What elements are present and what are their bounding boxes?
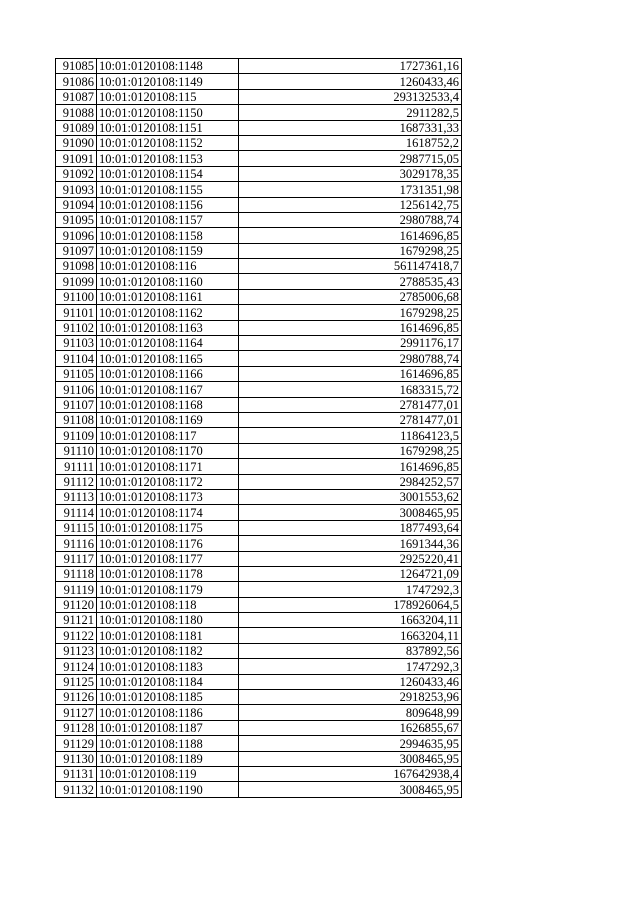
cadastral-number-cell: 10:01:0120108:1172 — [97, 474, 239, 489]
row-number-cell: 91087 — [56, 89, 97, 104]
row-number-cell: 91088 — [56, 105, 97, 120]
table-row — [56, 643, 462, 658]
cadastral-number-cell: 10:01:0120108:1186 — [97, 705, 239, 720]
table-row — [56, 751, 462, 766]
row-number-cell: 91119 — [56, 582, 97, 597]
row-number-cell: 91131 — [56, 766, 97, 781]
table-row — [56, 135, 462, 150]
value-cell: 3008465,95 — [239, 782, 462, 797]
table-row — [56, 628, 462, 643]
cadastral-number-cell: 10:01:0120108:1158 — [97, 228, 239, 243]
row-number-cell: 91103 — [56, 336, 97, 351]
value-cell: 1679298,25 — [239, 243, 462, 258]
value-cell: 1663204,11 — [239, 628, 462, 643]
row-number-cell: 91117 — [56, 551, 97, 566]
value-cell: 3001553,62 — [239, 489, 462, 504]
row-number-cell: 91102 — [56, 320, 97, 335]
cadastral-number-cell: 10:01:0120108:1164 — [97, 336, 239, 351]
table-row — [56, 120, 462, 135]
value-cell: 1683315,72 — [239, 382, 462, 397]
row-number-cell: 91112 — [56, 474, 97, 489]
row-number-cell: 91132 — [56, 782, 97, 797]
row-number-cell: 91123 — [56, 643, 97, 658]
cadastral-number-cell: 10:01:0120108:1150 — [97, 105, 239, 120]
value-cell: 1663204,11 — [239, 613, 462, 628]
cadastral-number-cell: 10:01:0120108:1153 — [97, 151, 239, 166]
value-cell: 2987715,05 — [239, 151, 462, 166]
row-number-cell: 91120 — [56, 597, 97, 612]
table-row — [56, 597, 462, 612]
cadastral-number-cell: 10:01:0120108:119 — [97, 766, 239, 781]
table-row — [56, 705, 462, 720]
value-cell: 1264721,09 — [239, 566, 462, 581]
value-cell: 1747292,3 — [239, 582, 462, 597]
row-number-cell: 91090 — [56, 135, 97, 150]
table-row — [56, 320, 462, 335]
row-number-cell: 91122 — [56, 628, 97, 643]
table-body — [56, 59, 462, 798]
value-cell: 2991176,17 — [239, 336, 462, 351]
cadastral-number-cell: 10:01:0120108:1148 — [97, 59, 239, 74]
row-number-cell: 91100 — [56, 289, 97, 304]
value-cell: 3029178,35 — [239, 166, 462, 181]
cadastral-number-cell: 10:01:0120108:1154 — [97, 166, 239, 181]
cadastral-number-cell: 10:01:0120108:1179 — [97, 582, 239, 597]
row-number-cell: 91106 — [56, 382, 97, 397]
value-cell: 3008465,95 — [239, 505, 462, 520]
table-row — [56, 305, 462, 320]
table-row — [56, 766, 462, 781]
cadastral-number-cell: 10:01:0120108:1177 — [97, 551, 239, 566]
row-number-cell: 91129 — [56, 736, 97, 751]
cadastral-number-cell: 10:01:0120108:1170 — [97, 443, 239, 458]
value-cell: 2980788,74 — [239, 351, 462, 366]
cadastral-number-cell: 10:01:0120108:1175 — [97, 520, 239, 535]
value-cell: 561147418,7 — [239, 259, 462, 274]
table-row — [56, 228, 462, 243]
value-cell: 2911282,5 — [239, 105, 462, 120]
cadastral-number-cell: 10:01:0120108:116 — [97, 259, 239, 274]
table-row — [56, 782, 462, 797]
table-row — [56, 412, 462, 427]
cadastral-number-cell: 10:01:0120108:1185 — [97, 690, 239, 705]
table-row — [56, 59, 462, 74]
row-number-cell: 91115 — [56, 520, 97, 535]
table-row — [56, 274, 462, 289]
row-number-cell: 91093 — [56, 182, 97, 197]
table-row — [56, 182, 462, 197]
data-table — [55, 58, 462, 798]
row-number-cell: 91125 — [56, 674, 97, 689]
cadastral-number-cell: 10:01:0120108:118 — [97, 597, 239, 612]
cadastral-number-cell: 10:01:0120108:1189 — [97, 751, 239, 766]
cadastral-number-cell: 10:01:0120108:1165 — [97, 351, 239, 366]
table-row — [56, 243, 462, 258]
row-number-cell: 91105 — [56, 366, 97, 381]
row-number-cell: 91118 — [56, 566, 97, 581]
value-cell: 837892,56 — [239, 643, 462, 658]
row-number-cell: 91114 — [56, 505, 97, 520]
cadastral-number-cell: 10:01:0120108:1188 — [97, 736, 239, 751]
row-number-cell: 91104 — [56, 351, 97, 366]
table-row — [56, 736, 462, 751]
cadastral-number-cell: 10:01:0120108:1162 — [97, 305, 239, 320]
value-cell: 2980788,74 — [239, 212, 462, 227]
table-row — [56, 366, 462, 381]
table-row — [56, 489, 462, 504]
value-cell: 2925220,41 — [239, 551, 462, 566]
table-row — [56, 289, 462, 304]
cadastral-number-cell: 10:01:0120108:1173 — [97, 489, 239, 504]
table-row — [56, 336, 462, 351]
table-row — [56, 551, 462, 566]
value-cell: 2984252,57 — [239, 474, 462, 489]
table-row — [56, 505, 462, 520]
cadastral-number-cell: 10:01:0120108:1156 — [97, 197, 239, 212]
row-number-cell: 91124 — [56, 659, 97, 674]
cadastral-number-cell: 10:01:0120108:1184 — [97, 674, 239, 689]
value-cell: 1618752,2 — [239, 135, 462, 150]
cadastral-number-cell: 10:01:0120108:1182 — [97, 643, 239, 658]
cadastral-number-cell: 10:01:0120108:1166 — [97, 366, 239, 381]
value-cell: 2785006,68 — [239, 289, 462, 304]
cadastral-number-cell: 10:01:0120108:1174 — [97, 505, 239, 520]
value-cell: 1731351,98 — [239, 182, 462, 197]
row-number-cell: 91109 — [56, 428, 97, 443]
table-row — [56, 659, 462, 674]
row-number-cell: 91128 — [56, 720, 97, 735]
table-row — [56, 151, 462, 166]
table-row — [56, 690, 462, 705]
row-number-cell: 91091 — [56, 151, 97, 166]
value-cell: 1727361,16 — [239, 59, 462, 74]
cadastral-number-cell: 10:01:0120108:1160 — [97, 274, 239, 289]
value-cell: 2781477,01 — [239, 397, 462, 412]
value-cell: 11864123,5 — [239, 428, 462, 443]
table-row — [56, 382, 462, 397]
value-cell: 2788535,43 — [239, 274, 462, 289]
cadastral-number-cell: 10:01:0120108:115 — [97, 89, 239, 104]
value-cell: 1614696,85 — [239, 366, 462, 381]
row-number-cell: 91099 — [56, 274, 97, 289]
row-number-cell: 91092 — [56, 166, 97, 181]
table-row — [56, 74, 462, 89]
row-number-cell: 91126 — [56, 690, 97, 705]
cadastral-number-cell: 10:01:0120108:1149 — [97, 74, 239, 89]
cadastral-number-cell: 10:01:0120108:1159 — [97, 243, 239, 258]
cadastral-number-cell: 10:01:0120108:1171 — [97, 459, 239, 474]
cadastral-number-cell: 10:01:0120108:1169 — [97, 412, 239, 427]
row-number-cell: 91127 — [56, 705, 97, 720]
table-row — [56, 520, 462, 535]
row-number-cell: 91101 — [56, 305, 97, 320]
table-row — [56, 582, 462, 597]
value-cell: 2918253,96 — [239, 690, 462, 705]
table-row — [56, 397, 462, 412]
cadastral-number-cell: 10:01:0120108:1180 — [97, 613, 239, 628]
row-number-cell: 91094 — [56, 197, 97, 212]
row-number-cell: 91111 — [56, 459, 97, 474]
row-number-cell: 91089 — [56, 120, 97, 135]
value-cell: 167642938,4 — [239, 766, 462, 781]
row-number-cell: 91095 — [56, 212, 97, 227]
table-row — [56, 212, 462, 227]
row-number-cell: 91107 — [56, 397, 97, 412]
cadastral-number-cell: 10:01:0120108:117 — [97, 428, 239, 443]
table-row — [56, 89, 462, 104]
row-number-cell: 91098 — [56, 259, 97, 274]
cadastral-number-cell: 10:01:0120108:1155 — [97, 182, 239, 197]
table-row — [56, 166, 462, 181]
cadastral-number-cell: 10:01:0120108:1168 — [97, 397, 239, 412]
table-row — [56, 613, 462, 628]
row-number-cell: 91108 — [56, 412, 97, 427]
value-cell: 1687331,33 — [239, 120, 462, 135]
cadastral-number-cell: 10:01:0120108:1183 — [97, 659, 239, 674]
row-number-cell: 91116 — [56, 536, 97, 551]
cadastral-number-cell: 10:01:0120108:1151 — [97, 120, 239, 135]
table-row — [56, 105, 462, 120]
value-cell: 293132533,4 — [239, 89, 462, 104]
value-cell: 1614696,85 — [239, 320, 462, 335]
table-row — [56, 197, 462, 212]
table-row — [56, 474, 462, 489]
table-row — [56, 536, 462, 551]
value-cell: 809648,99 — [239, 705, 462, 720]
value-cell: 1626855,67 — [239, 720, 462, 735]
value-cell: 178926064,5 — [239, 597, 462, 612]
cadastral-number-cell: 10:01:0120108:1157 — [97, 212, 239, 227]
value-cell: 2781477,01 — [239, 412, 462, 427]
row-number-cell: 91086 — [56, 74, 97, 89]
value-cell: 1260433,46 — [239, 674, 462, 689]
value-cell: 1679298,25 — [239, 305, 462, 320]
cadastral-number-cell: 10:01:0120108:1181 — [97, 628, 239, 643]
value-cell: 1747292,3 — [239, 659, 462, 674]
table-row — [56, 674, 462, 689]
row-number-cell: 91096 — [56, 228, 97, 243]
table-row — [56, 351, 462, 366]
value-cell: 1256142,75 — [239, 197, 462, 212]
cadastral-number-cell: 10:01:0120108:1167 — [97, 382, 239, 397]
row-number-cell: 91110 — [56, 443, 97, 458]
value-cell: 1260433,46 — [239, 74, 462, 89]
cadastral-number-cell: 10:01:0120108:1178 — [97, 566, 239, 581]
row-number-cell: 91085 — [56, 59, 97, 74]
cadastral-number-cell: 10:01:0120108:1152 — [97, 135, 239, 150]
table-row — [56, 720, 462, 735]
cadastral-number-cell: 10:01:0120108:1187 — [97, 720, 239, 735]
table-row — [56, 566, 462, 581]
row-number-cell: 91130 — [56, 751, 97, 766]
cadastral-number-cell: 10:01:0120108:1163 — [97, 320, 239, 335]
row-number-cell: 91097 — [56, 243, 97, 258]
table-row — [56, 259, 462, 274]
value-cell: 1614696,85 — [239, 228, 462, 243]
cadastral-number-cell: 10:01:0120108:1161 — [97, 289, 239, 304]
table-row — [56, 459, 462, 474]
value-cell: 1877493,64 — [239, 520, 462, 535]
cadastral-number-cell: 10:01:0120108:1176 — [97, 536, 239, 551]
cadastral-number-cell: 10:01:0120108:1190 — [97, 782, 239, 797]
row-number-cell: 91113 — [56, 489, 97, 504]
row-number-cell: 91121 — [56, 613, 97, 628]
table-row — [56, 428, 462, 443]
value-cell: 1679298,25 — [239, 443, 462, 458]
value-cell: 1691344,36 — [239, 536, 462, 551]
value-cell: 2994635,95 — [239, 736, 462, 751]
value-cell: 1614696,85 — [239, 459, 462, 474]
value-cell: 3008465,95 — [239, 751, 462, 766]
table-row — [56, 443, 462, 458]
